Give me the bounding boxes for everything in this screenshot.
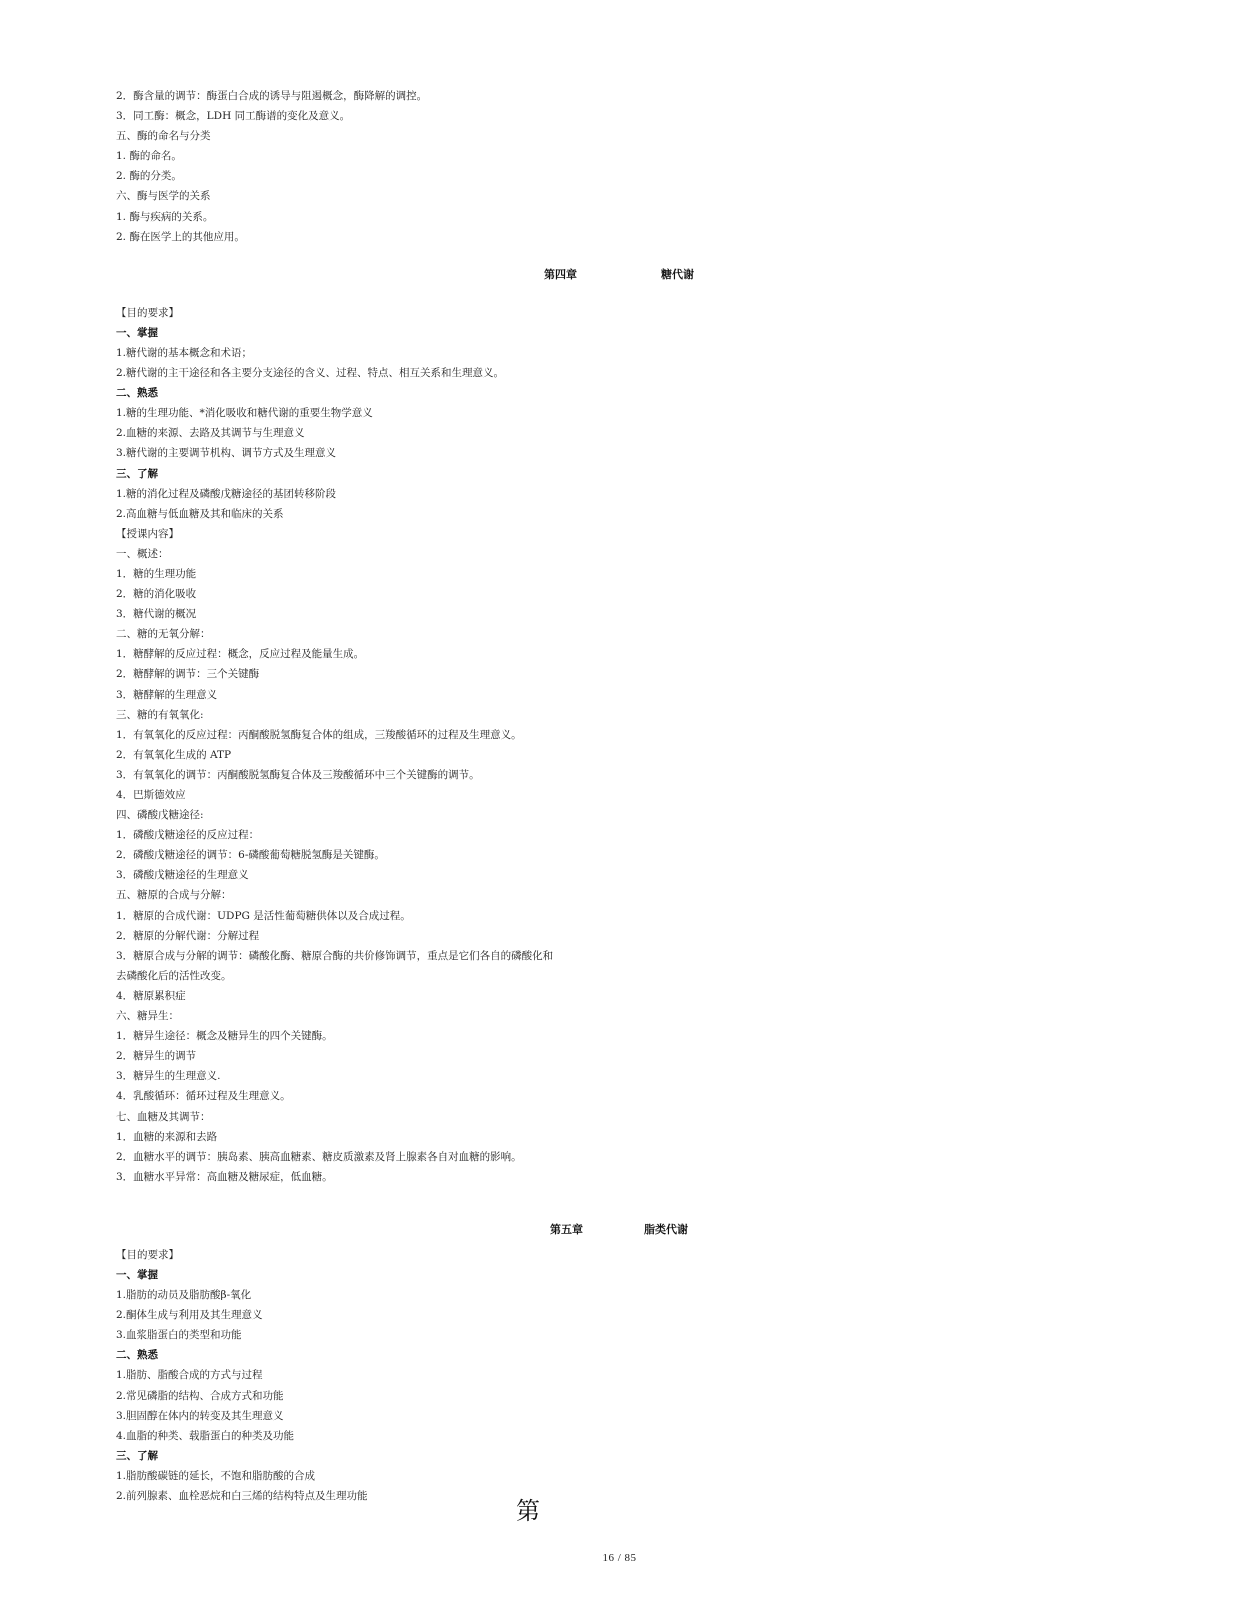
text-line: 3．糖异生的生理意义. [116,1070,221,1083]
text-line: 七、血糖及其调节： [116,1110,211,1123]
spacer [116,247,1116,260]
text-line: 3．同工酶：概念，LDH 同工酶谱的变化及意义。 [116,110,351,123]
text-line: 3．磷酸戊糖途径的生理意义 [116,869,249,882]
page-number: 16 / 85 [602,1552,637,1564]
text-line: 4．巴斯德效应 [116,789,186,801]
text-line: 2. 酶的分类。 [116,170,182,183]
text-line: 2．糖的消化吸收 [116,588,197,601]
section-heading: 三、了解 [116,1449,158,1462]
section-heading: 一、掌握 [116,1268,158,1281]
text-line: 4．糖原累积症 [116,989,186,1002]
section-heading: 二、熟悉 [116,387,158,400]
text-line: 1.脂肪酸碳链的延长，不饱和脂肪酸的合成 [116,1469,316,1482]
text-line: 3．糖原合成与分解的调节：磷酸化酶、糖原合酶的共价修饰调节，重点是它们各自的磷酸化和 [116,949,554,962]
text-line: 3．血糖水平异常：高血糖及糖尿症，低血糖。 [116,1170,333,1183]
text-line: 2.酮体生成与利用及其生理意义 [116,1309,263,1322]
text-line: 3．糖酵解的生理意义 [116,688,218,701]
text-line: 2.糖代谢的主干途径和各主要分支途径的含义、过程、特点、相互关系和生理意义。 [116,367,505,380]
text-line: 五、糖原的合成与分解： [116,889,232,902]
spacer [116,290,1116,303]
text-line: 2．血糖水平的调节：胰岛素、胰高血糖素、糖皮质激素及肾上腺素各自对血糖的影响。 [116,1150,522,1163]
text-line: 去磷酸化后的活性改变。 [116,969,232,982]
text-line: 2.血糖的来源、去路及其调节与生理意义 [116,427,305,440]
text-line: 4．乳酸循环：循环过程及生理意义。 [116,1090,291,1103]
text-line: 1.脂肪的动员及脂肪酸β-氧化 [116,1289,252,1302]
section-heading: 二、熟悉 [116,1349,158,1362]
text-line: 3．有氧氧化的调节：丙酮酸脱氢酶复合体及三羧酸循环中三个关键酶的调节。 [116,768,480,781]
chapter-heading [116,260,1116,290]
text-line: 五、酶的命名与分类 [116,130,211,143]
chapter-heading [116,1215,1116,1245]
text-line: 1.糖的生理功能、*消化吸收和糖代谢的重要生物学意义 [116,407,373,420]
text-line: 2.常见磷脂的结构、合成方式和功能 [116,1389,284,1402]
text-line: 【授课内容】 [116,527,179,540]
text-line: 1．糖的生理功能 [116,567,197,580]
text-line: 1．血糖的来源和去路 [116,1130,218,1143]
text-line: 1．糖异生途径：概念及糖异生的四个关键酶。 [116,1030,333,1043]
text-line: 2．糖异生的调节 [116,1050,197,1063]
text-line: 三、糖的有氧氧化: [116,708,204,721]
chapter-title: 脂类代谢 [644,1222,688,1236]
text-line: 2．磷酸戊糖途径的调节：6-磷酸葡萄糖脱氢酶是关键酶。 [116,849,385,862]
text-line: 4.血脂的种类、载脂蛋白的种类及功能 [116,1429,295,1442]
document-body [116,86,1116,1506]
text-line: 2．糖原的分解代谢：分解过程 [116,929,260,942]
text-line: 3.胆固醇在体内的转变及其生理意义 [116,1409,284,1422]
text-line: 3．糖代谢的概况 [116,608,197,621]
chapter-number: 第五章 [550,1222,583,1236]
text-line: 1．糖酵解的反应过程：概念，反应过程及能量生成。 [116,648,365,661]
text-line: 1．有氧氧化的反应过程：丙酮酸脱氢酶复合体的组成，三羧酸循环的过程及生理意义。 [116,728,522,741]
text-line: 2．酶含量的调节：酶蛋白合成的诱导与阻遏概念，酶降解的调控。 [116,90,428,102]
text-line: 六、糖异生： [116,1010,179,1023]
text-line: 1. 酶与疾病的关系。 [116,210,214,223]
text-line: 3.血浆脂蛋白的类型和功能 [116,1329,242,1342]
text-line: 1．磷酸戊糖途径的反应过程： [116,829,260,842]
section-heading: 一、掌握 [116,326,158,339]
text-line: 3.糖代谢的主要调节机构、调节方式及生理意义 [116,447,337,460]
text-line: 2．有氧氧化生成的 ATP [116,748,232,761]
chapter-number: 第四章 [544,267,577,281]
spacer [116,1187,1116,1215]
text-line: 六、酶与医学的关系 [116,190,211,203]
text-line: 2.前列腺素、血栓恶烷和白三烯的结构特点及生理功能 [116,1490,368,1502]
text-line: 1.脂肪、脂酸合成的方式与过程 [116,1369,263,1382]
text-line: 2．糖酵解的调节：三个关键酶 [116,668,260,681]
text-line: 四、磷酸戊糖途径: [116,809,204,822]
chapter-title: 糖代谢 [661,267,694,281]
page-footer-character: 第 [516,1497,540,1525]
text-line: 2.高血糖与低血糖及其和临床的关系 [116,507,284,520]
text-line: 1. 酶的命名。 [116,150,182,163]
text-line: 【目的要求】 [116,306,179,319]
text-line: 二、糖的无氧分解： [116,628,211,641]
text-line: 一、概述： [116,547,169,560]
section-heading: 三、了解 [116,467,158,480]
text-line: 1.糖代谢的基本概念和术语； [116,346,253,359]
text-line: 1.糖的消化过程及磷酸戊糖途径的基团转移阶段 [116,487,337,500]
text-line: 2. 酶在医学上的其他应用。 [116,230,245,243]
text-line: 1．糖原的合成代谢：UDPG 是活性葡萄糖供体以及合成过程。 [116,909,411,922]
text-line: 【目的要求】 [116,1248,179,1261]
